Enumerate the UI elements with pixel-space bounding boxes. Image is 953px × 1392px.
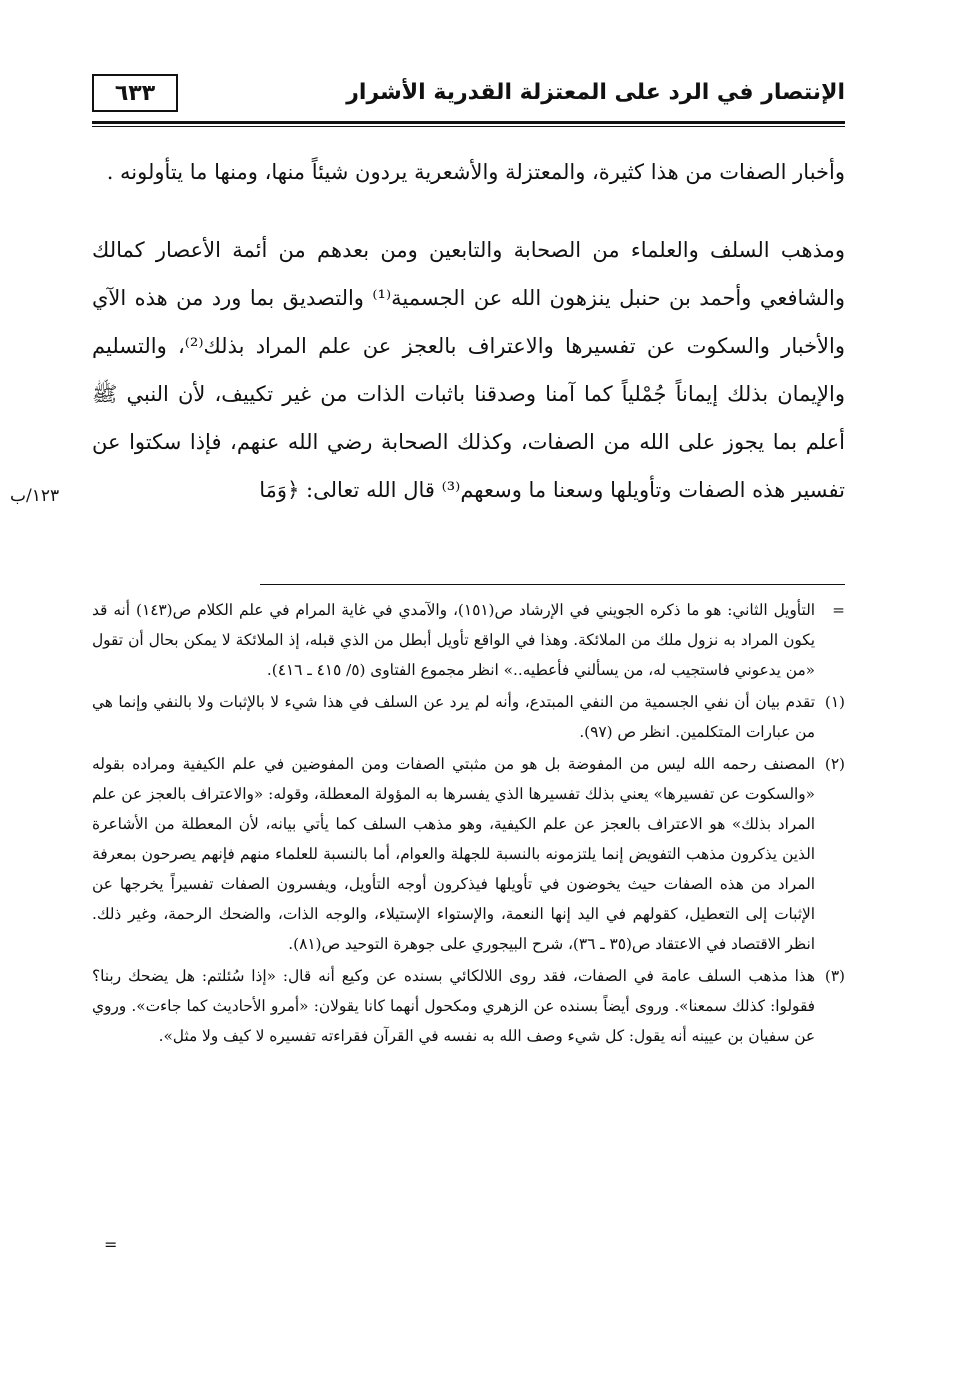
footnote-text: هذا مذهب السلف عامة في الصفات، فقد روى اللالكائي بسنده عن وكيع أنه قال: «إذا سُئلتم: هل يضحك ربنا؟ فقولوا: كذلك سمعنا». وروى أيضاً بسنده عن الزهري ومكحول أنهما كانا يقولان: «أمرو الأحاديث كما جاءت». وروي عن سفيان بن عيينه أنه يقول: كل شيء وصف الله به نفسه في القرآن فقراءته تفسيره لا كيف ولا مثل». xyxy=(92,967,815,1045)
header-rule-thin xyxy=(92,126,845,127)
footnotes xyxy=(92,595,845,1053)
manuscript-folio-note: ١٢٣/ب xyxy=(10,486,60,506)
footnote-separator xyxy=(260,584,845,585)
footnote-text: التأويل الثاني: هو ما ذكره الجويني في الإرشاد ص(١٥١)، والآمدي في غاية المرام في علم الكلام ص(١٤٣) أنه قد يكون المراد به نزول ملك من الملائكة. وهذا في الواقع تأويل أبطل من الذي قبله، إذ الملائكة لا يمكن بحال أن تقول «من يدعوني فاستجيب له، من يسألني فأعطيه..» انظر مجموع الفتاوى (٥/ ٤١٥ ـ ٤١٦). xyxy=(92,601,815,679)
footnote-2 xyxy=(92,749,845,959)
footnote-mark: (٢) xyxy=(824,755,845,773)
page-number: ٦٣٣ xyxy=(92,74,178,112)
footnote-mark: = xyxy=(832,601,845,619)
footnote-mark: (٣) xyxy=(824,967,845,985)
footnote-continuation xyxy=(92,595,845,685)
running-header-title: الإنتصار في الرد على المعتزلة القدرية الأشرار xyxy=(346,80,845,105)
main-paragraph-1: وأخبار الصفات من هذا كثيرة، والمعتزلة والأشعرية يردون شيئاً منها، ومنها ما يتأولونه . xyxy=(106,160,845,184)
main-paragraph-2: ومذهب السلف والعلماء من الصحابة والتابعين ومن بعدهم من أئمة الأعصار كمالك والشافعي وأحمد بن حنبل ينزهون الله عن الجسمية⁽¹⁾ والتصديق بما ورد من هذه الآي والأخبار والسكوت عن تفسيرها والاعتراف بالعجز عن علم المراد بذلك⁽²⁾، والتسليم والإيمان بذلك إيماناً جُمْلياً كما آمنا وصدقنا باثبات الذات من غير تكييف، لأن النبي ﷺ أعلم بما يجوز على الله من الصفات، وكذلك الصحابة رضي الله عنهم، فإذا سكتوا عن تفسير هذه الصفات وتأويلها وسعنا ما وسعهم⁽³⁾ قال الله تعالى: ﴿وَمَا xyxy=(92,238,845,502)
footnote-3 xyxy=(92,961,845,1051)
footnote-1 xyxy=(92,687,845,747)
continuation-mark: = xyxy=(104,1235,118,1254)
header-rule xyxy=(92,121,845,124)
footnote-text: تقدم بيان أن نفي الجسمية من النفي المبتدع، وأنه لم يرد عن السلف في هذا شيء لا بالإثبات ولا بالنفي وإنما هي من عبارات المتكلمين. انظر ص (٩٧). xyxy=(92,693,815,741)
footnote-text: المصنف رحمه الله ليس من المفوضة بل هو من مثبتي الصفات ومن المفوضين في علم الكيفية ومراده بقوله «والسكوت عن تفسيرها» يعني بذلك تفسيرها الذي يفسرها به المؤولة المعطلة، وقوله: «والاعتراف بالعجز عن علم المراد بذلك» هو الاعتراف بالعجز عن علم الكيفية، وهو مذهب السلف كما يأتي بيانه، لأن المعطلة من الأشاعرة الذين يذكرون مذهب التفويض إنما يلتزمونه بالنسبة للجهلة والعوام، أما بالنسبة للعلماء منهم فإنهم يصرحون بمعرفة المراد من هذه الصفات حيث يخوضون في تأويلها فيذكرون أوجه التأويل، ويفسرون الصفات تفسيراً يخرجها عن الإثبات إلى التعطيل، كقولهم في اليد إنها النعمة، والإستواء الإستيلاء، والوجه الذات، والضحك الرحمة، وغير ذلك. انظر الاقتصاد في الاعتقاد ص(٣٥ ـ ٣٦)، شرح البيجوري على جوهرة التوحيد ص(٨١). xyxy=(92,755,815,953)
main-text xyxy=(92,148,845,514)
footnote-mark: (١) xyxy=(824,693,845,711)
